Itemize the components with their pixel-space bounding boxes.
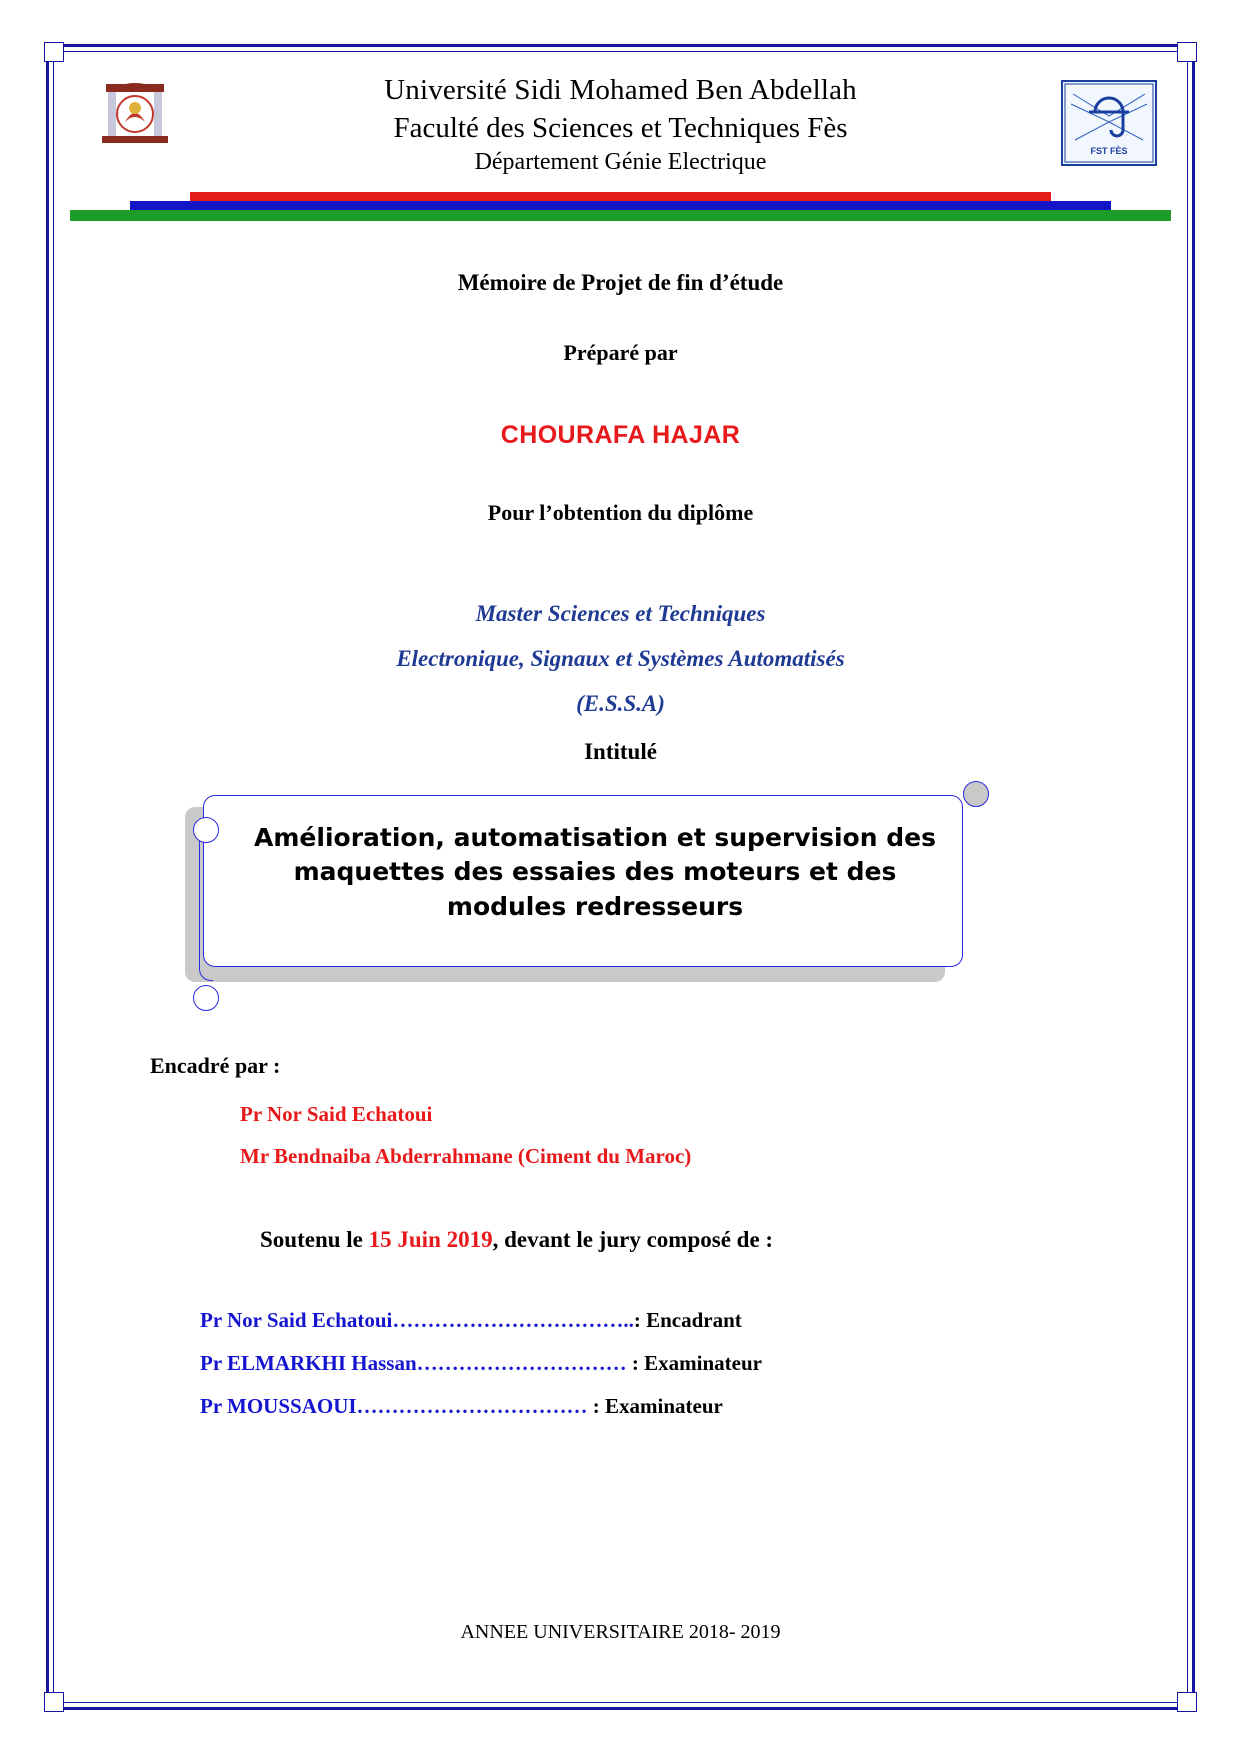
fst-fes-logo — [1061, 80, 1157, 166]
university-titles — [70, 62, 1171, 179]
jury-row — [200, 1342, 1171, 1385]
master-line-3: (E.S.S.A) — [576, 690, 665, 716]
jury-list — [200, 1299, 1171, 1428]
jury-role: : Encadrant — [633, 1307, 742, 1332]
scroll-curl-top-left-icon — [193, 817, 219, 843]
jury-row — [200, 1385, 1171, 1428]
master-line-1: Master Sciences et Techniques — [475, 601, 766, 626]
jury-dots: …………………………….. — [392, 1307, 634, 1332]
svg-text:FST FÈS: FST FÈS — [1090, 146, 1128, 156]
supervisor-item: Pr Nor Said Echatoui — [240, 1101, 433, 1126]
defense-suffix: , devant le jury composé de : — [492, 1226, 774, 1252]
department-name: Département Génie Electrique — [474, 149, 767, 176]
corner-ornament-top-left — [44, 42, 64, 62]
supervisor-item: Mr Bendnaiba Abderrahmane (Ciment du Maroc) — [240, 1143, 692, 1168]
jury-dots: ………………………… — [416, 1350, 632, 1375]
author-name: CHOURAFA HAJAR — [500, 421, 741, 449]
document-header — [70, 62, 1171, 182]
tricolor-rules — [70, 192, 1171, 226]
defense-date: 15 Juin 2019 — [368, 1226, 493, 1252]
intitule-label: Intitulé — [584, 738, 657, 764]
rule-green — [70, 210, 1171, 221]
thesis-title: Amélioration, automatisation et supervision des maquettes des essaies des moteurs et des modules redresseurs — [254, 822, 936, 921]
university-seal-logo — [92, 74, 178, 152]
jury-role: : Examinateur — [592, 1393, 723, 1418]
supervision-label: Encadré par : — [150, 1052, 281, 1078]
academic-year: ANNEE UNIVERSITAIRE 2018- 2019 — [460, 1621, 781, 1643]
jury-row — [200, 1299, 1171, 1342]
corner-ornament-bottom-left — [44, 1692, 64, 1712]
thesis-title-scroll — [185, 795, 975, 995]
faculty-name: Faculté des Sciences et Techniques Fès — [393, 111, 848, 144]
diploma-line: Pour l’obtention du diplôme — [487, 500, 754, 525]
corner-ornament-top-right — [1177, 42, 1197, 62]
master-program — [70, 592, 1171, 727]
supervisors-list — [240, 1093, 1171, 1177]
corner-ornament-bottom-right — [1177, 1692, 1197, 1712]
scroll-curl-top-right-icon — [963, 781, 989, 807]
jury-name: Pr Nor Said Echatoui — [200, 1307, 393, 1332]
master-line-2: Electronique, Signaux et Systèmes Automatisés — [396, 645, 845, 671]
scroll-curl-bottom-left-icon — [193, 985, 219, 1011]
defense-line — [260, 1227, 1171, 1253]
jury-dots: …………………………… — [356, 1393, 593, 1418]
page-content — [70, 62, 1171, 1692]
jury-name: Pr ELMARKHI Hassan — [200, 1350, 417, 1375]
prepared-by-label: Préparé par — [563, 340, 678, 365]
memoire-line: Mémoire de Projet de fin d’étude — [457, 270, 784, 295]
jury-name: Pr MOUSSAOUI — [200, 1393, 357, 1418]
defense-prefix: Soutenu le — [260, 1226, 369, 1252]
jury-role: : Examinateur — [631, 1350, 762, 1375]
university-name: Université Sidi Mohamed Ben Abdellah — [384, 74, 857, 106]
